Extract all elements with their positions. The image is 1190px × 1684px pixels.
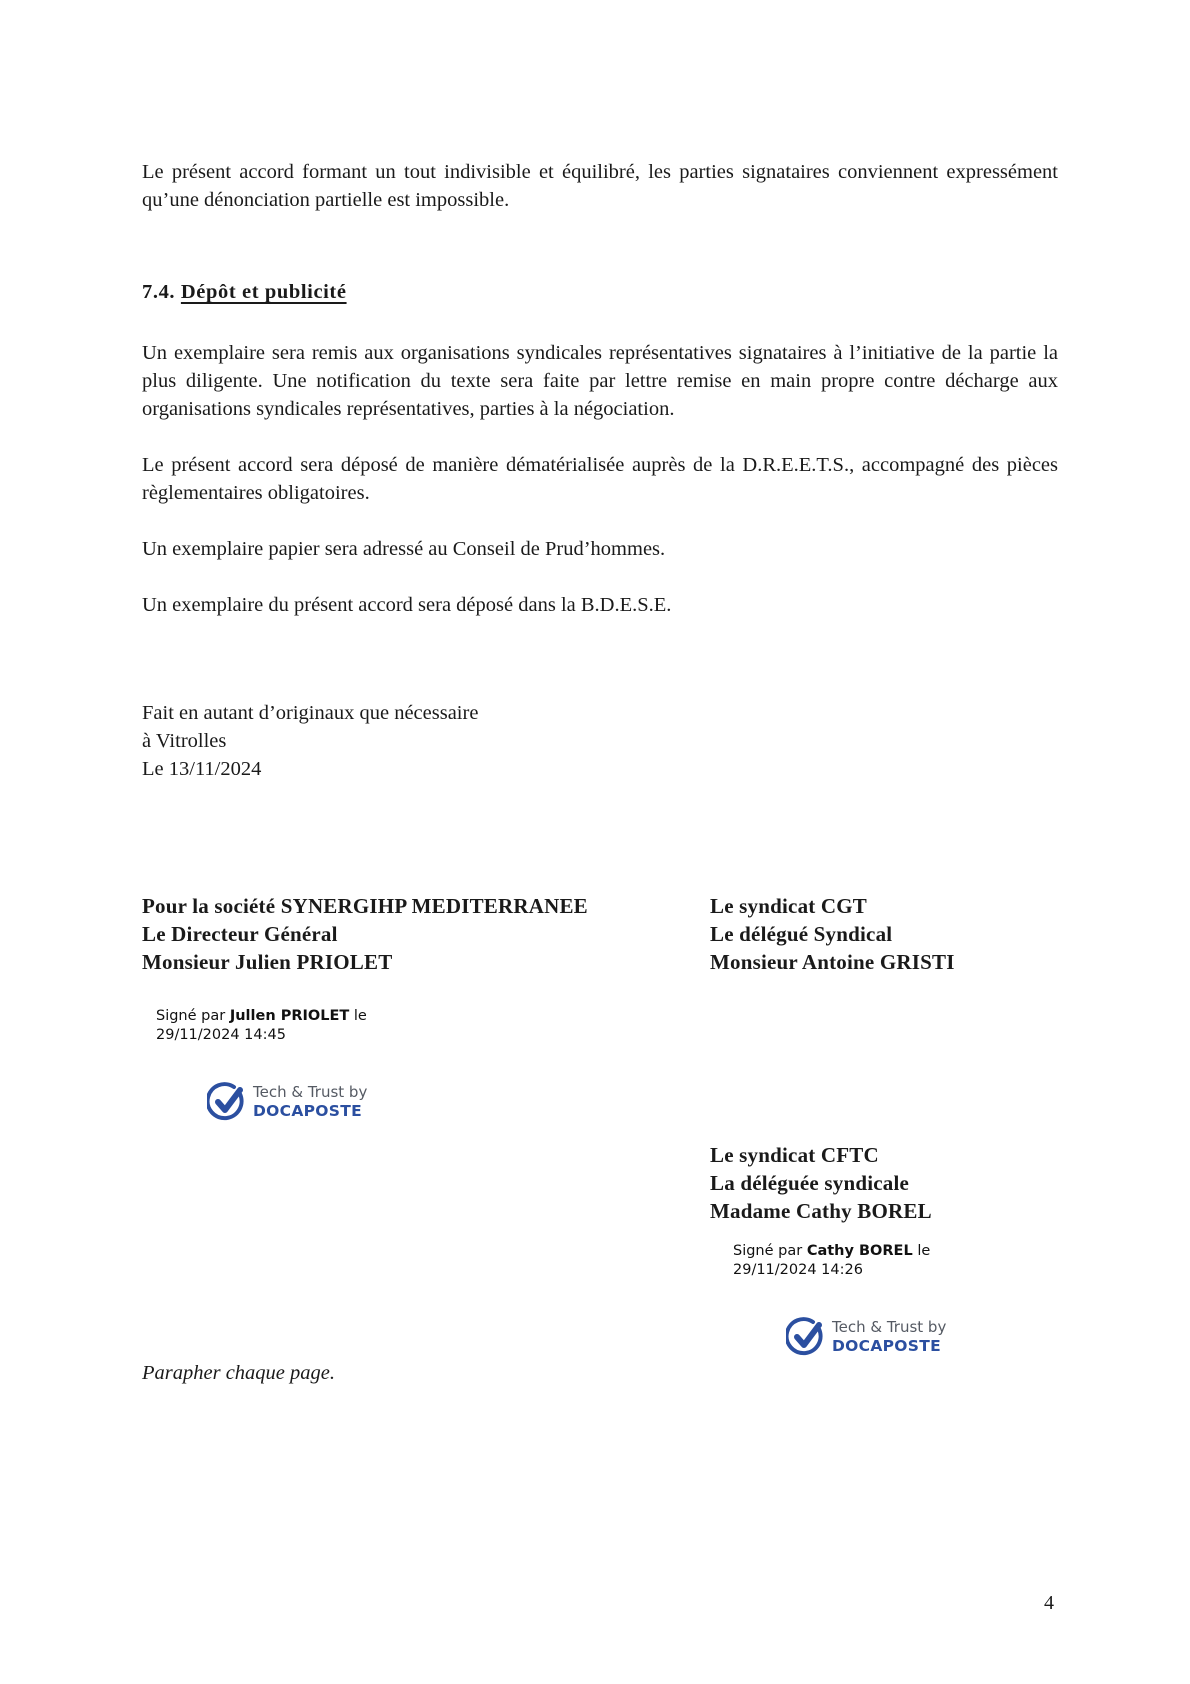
cftc-person: Madame Cathy BOREL	[710, 1199, 932, 1223]
logo-tagline: Tech & Trust by	[832, 1318, 947, 1336]
closing-place: à Vitrolles	[142, 730, 227, 752]
closing-date: Le 13/11/2024	[142, 758, 262, 780]
company-role: Le Directeur Général	[142, 922, 338, 946]
stamp-suffix: le	[917, 1243, 931, 1259]
stamp-prefix: Signé par	[156, 1008, 226, 1024]
logo-tagline: Tech & Trust by	[253, 1083, 368, 1101]
paragraph-depot-dreets: Le présent accord sera déposé de manière dématérialisée auprès de la D.R.E.E.T.S., accompagné des pièces règlementaires obligatoires.	[142, 454, 1058, 504]
logo-brand: DOCAPOSTE	[253, 1102, 362, 1120]
signature-stamp-company	[156, 1007, 367, 1045]
paragraph-exemplaire-remis: Un exemplaire sera remis aux organisations syndicales représentatives signataires à l’initiative de la partie la plus diligente. Une notification du texte sera faite par lettre remise en main propre contre décharge aux organisations syndicales représentatives, parties à la négociation.	[142, 342, 1058, 420]
cgt-union: Le syndicat CGT	[710, 894, 868, 918]
page-number: 4	[1044, 1592, 1054, 1614]
closing-originaux: Fait en autant d’originaux que nécessaire	[142, 702, 479, 724]
cgt-role: Le délégué Syndical	[710, 922, 893, 946]
cftc-union: Le syndicat CFTC	[710, 1143, 879, 1167]
company-name: Pour la société SYNERGIHP MEDITERRANEE	[142, 894, 588, 918]
section-heading	[142, 281, 347, 304]
paragraph-prudhommes: Un exemplaire papier sera adressé au Conseil de Prud’hommes.	[142, 538, 666, 560]
stamp-name: Cathy BOREL	[806, 1243, 913, 1259]
docaposte-logo	[207, 1082, 367, 1122]
signatory-company	[142, 892, 588, 976]
stamp-datetime: 29/11/2024 14:26	[733, 1262, 863, 1278]
footer-note: Parapher chaque page.	[142, 1362, 335, 1384]
cgt-person: Monsieur Antoine GRISTI	[710, 950, 955, 974]
cftc-role: La déléguée syndicale	[710, 1171, 910, 1195]
logo-brand: DOCAPOSTE	[832, 1337, 941, 1355]
paragraph-indivisible: Le présent accord formant un tout indivisible et équilibré, les parties signataires conviennent expressément qu’une dénonciation partielle est impossible.	[142, 161, 1058, 211]
closing-block	[142, 699, 1058, 783]
stamp-suffix: le	[353, 1008, 367, 1024]
section-title: Dépôt et publicité	[180, 281, 347, 303]
stamp-name: Jullen PRIOLET	[229, 1008, 350, 1024]
signatory-cftc	[710, 1141, 932, 1225]
section-number: 7.4.	[142, 281, 176, 303]
company-person: Monsieur Julien PRIOLET	[142, 950, 393, 974]
stamp-datetime: 29/11/2024 14:45	[156, 1027, 286, 1043]
docaposte-logo	[786, 1317, 946, 1357]
paragraph-bdese: Un exemplaire du présent accord sera déposé dans la B.D.E.S.E.	[142, 594, 672, 616]
check-circle-icon	[786, 1317, 826, 1357]
check-circle-icon	[207, 1082, 247, 1122]
signatory-cgt	[710, 892, 955, 976]
signature-stamp-cftc	[733, 1242, 930, 1280]
stamp-prefix: Signé par	[733, 1243, 803, 1259]
